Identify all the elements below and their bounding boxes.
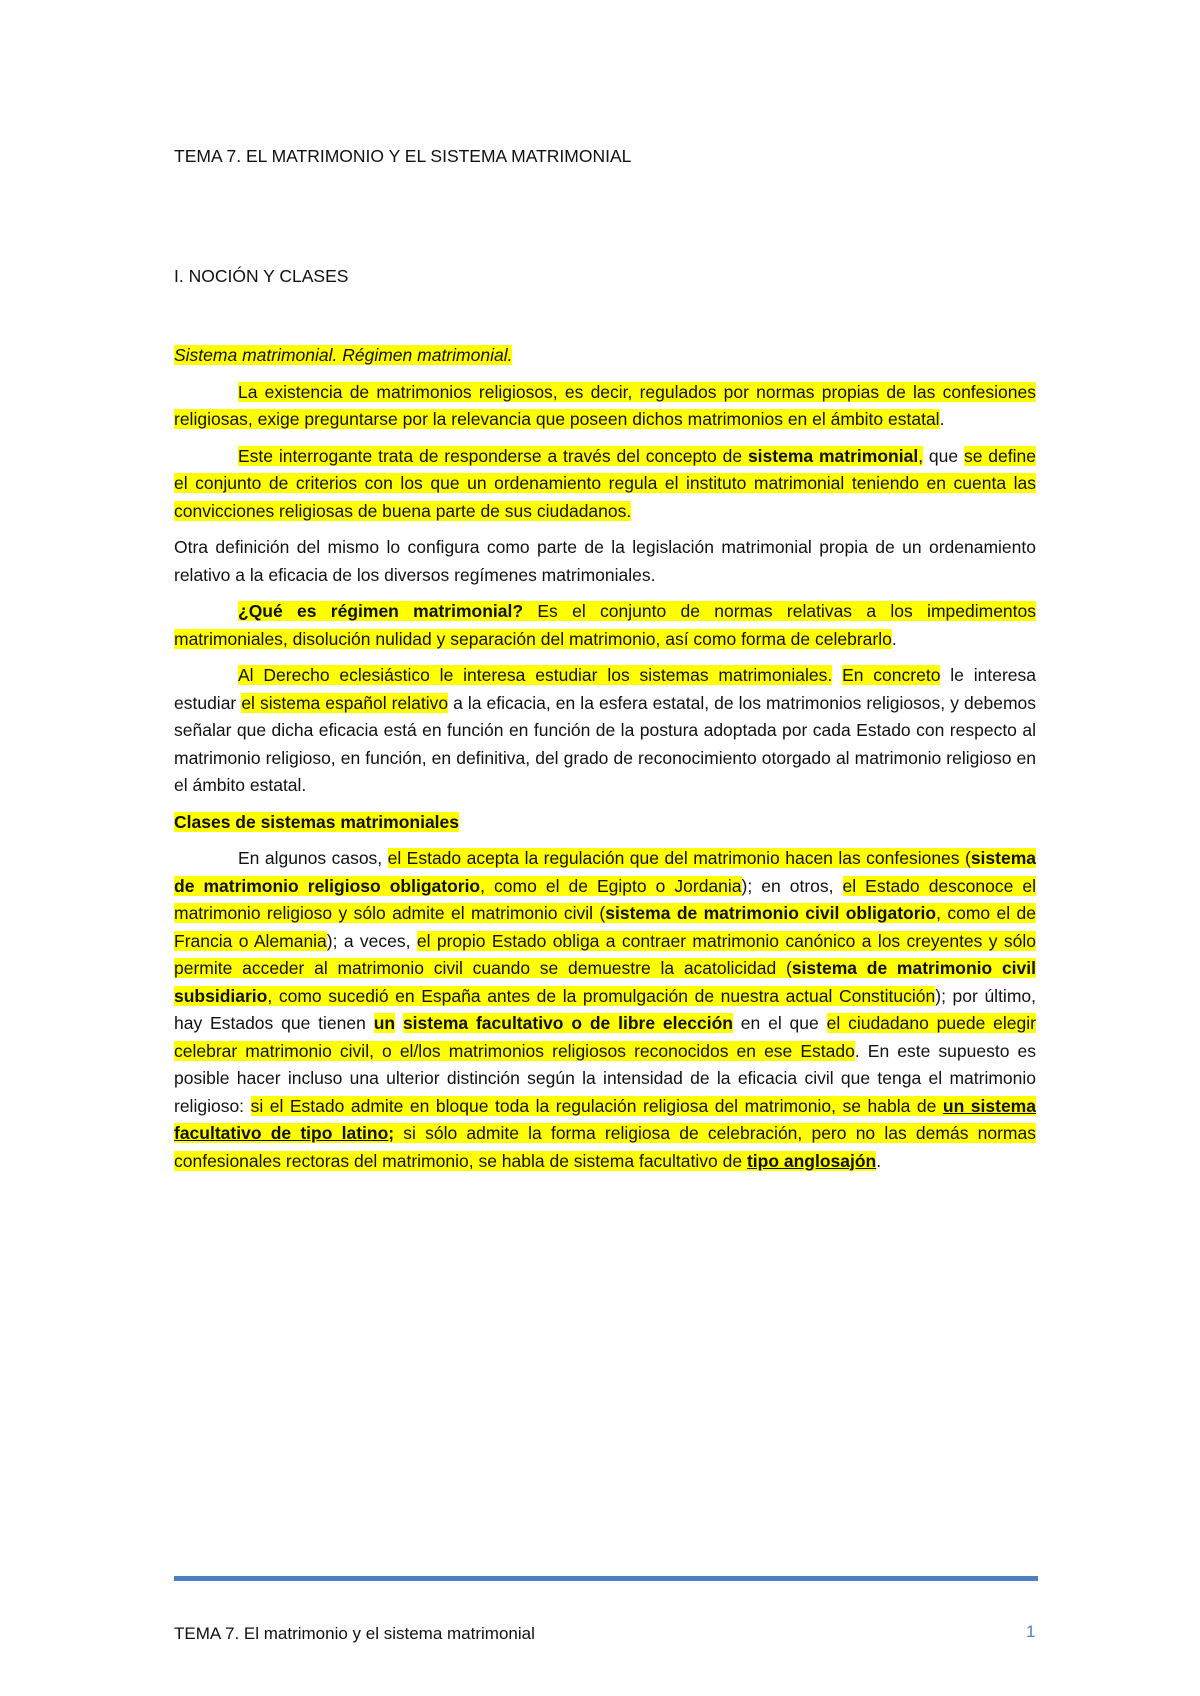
- p6-r: [395, 1013, 403, 1033]
- paragraph-4: [174, 598, 1036, 653]
- p6-s: sistema facultativo o de libre elección: [402, 1013, 733, 1033]
- p6-l: el propio Estado obliga a contraer matrimonio canónico a los creyentes y sólo permite acceder al matrimonio civil cuando se demuestre la acatolicidad: [174, 930, 1036, 978]
- p6-v: . En este supuesto es posible hacer incluso una ulterior distinción según la intensidad de la eficacia civil que tenga el matrimonio religioso:: [174, 1040, 1036, 1116]
- paragraph-2-que: que: [923, 445, 964, 466]
- p6-a: En algunos casos,: [238, 848, 388, 868]
- paragraph-5-f: a la eficacia, en la esfera estatal, de los matrimonios religiosos, y debemos señalar que dicha eficacia está en función en función de la postura adoptada por cada Estado con respecto al matrimonio religioso, en función, en definitiva, del grado de reconocimiento otorgado al matrimonio religioso en el ámbito estatal.: [174, 692, 1036, 795]
- paragraph-2: [174, 443, 1036, 526]
- paragraph-4-answer: Es el conjunto de normas relativas a los impedimentos matrimoniales, disolución nulidad y separación del matrimonio, así como forma de celebrarlo: [174, 601, 1037, 649]
- paragraph-2-lead: Este interrogante trata de responderse a través del concepto de: [238, 445, 748, 466]
- p6-w: si el Estado admite en bloque toda la regulación religiosa del matrimonio, se habla de: [250, 1095, 943, 1116]
- subheading-clases-text: Clases de sistemas matrimoniales: [174, 811, 460, 832]
- document-title: TEMA 7. EL MATRIMONIO Y EL SISTEMA MATRIMONIAL: [174, 146, 632, 166]
- p6-p: ); por último, hay Estados que tienen: [174, 985, 1036, 1033]
- paragraph-5-a: Al Derecho eclesiástico le interesa estudiar los sistemas matrimoniales.: [238, 665, 833, 685]
- p6-u: el ciudadano puede elegir celebrar matrimonio civil, o el/los matrimonios religiosos reconocidos en ese Estado: [174, 1013, 1036, 1061]
- p6-g: el Estado desconoce el matrimonio religioso y sólo admite el matrimonio civil: [174, 875, 1036, 923]
- paragraph-5: [174, 662, 1036, 800]
- p6-end: .: [876, 1150, 882, 1171]
- paragraph-4-end: .: [891, 628, 897, 649]
- paragraph-5-e: el sistema español relativo: [241, 692, 449, 713]
- p6-j: , como el de Francia o Alemania: [174, 903, 1036, 951]
- p6-o: , como sucedió en España antes de la promulgación de nuestra actual Constitución: [267, 985, 936, 1006]
- p6-f: ); en otros,: [741, 875, 843, 896]
- p6-t: en el que: [732, 1013, 827, 1033]
- p6-q: un: [373, 1013, 396, 1033]
- section-heading: I. NOCIÓN Y CLASES: [174, 266, 349, 286]
- paragraph-1-text: La existencia de matrimonios religiosos, es decir, regulados por normas propias de las confesiones religiosas, exige preguntarse por la relevancia que poseen dichos matrimonios en el ámbito estatal: [174, 381, 1036, 429]
- paragraph-1-end: .: [939, 409, 945, 429]
- paragraph-2-term: sistema matrimonial: [747, 445, 919, 466]
- p6-d: sistema de matrimonio religioso obligatorio: [174, 848, 1036, 896]
- p6-k: ); a veces,: [326, 930, 417, 951]
- p6-z: tipo anglosajón: [746, 1150, 877, 1171]
- p6-x: un sistema facultativo de tipo latino;: [174, 1095, 1036, 1143]
- paragraph-5-c: En concreto: [842, 665, 941, 685]
- p6-e: , como el de Egipto o Jordania: [480, 875, 742, 896]
- document-body: [174, 342, 1036, 1184]
- subheading-clases: [174, 809, 1036, 837]
- footer-text: TEMA 7. El matrimonio y el sistema matrimonial: [174, 1624, 535, 1643]
- subheading-sistema-matrimonial: [174, 342, 1036, 370]
- paragraph-2-comma: ,: [918, 445, 924, 466]
- paragraph-6: [174, 845, 1036, 1175]
- paragraph-3: Otra definición del mismo lo configura como parte de la legislación matrimonial propia de un ordenamiento relativo a la eficacia de los diversos regímenes matrimoniales.: [174, 537, 1036, 585]
- footer-divider: [174, 1576, 1038, 1581]
- p6-y: si sólo admite la forma religiosa de celebración, pero no las demás normas confesionales rectoras del matrimonio, se habla de sistema facultativo de: [174, 1123, 1036, 1171]
- paragraph-5-b: [832, 665, 842, 685]
- subheading-text: Sistema matrimonial. Régimen matrimonial.: [174, 345, 513, 365]
- paragraph-2-definition: se define el conjunto de criterios con los que un ordenamiento regula el instituto matrimonial teniendo en cuenta las convicciones religiosas de buena parte de sus ciudadanos.: [174, 445, 1036, 521]
- p6-h: (: [593, 903, 606, 923]
- p6-b: el Estado acepta la regulación que del matrimonio hacen las confesiones: [387, 848, 960, 868]
- paragraph-5-d: le interesa estudiar: [174, 665, 1036, 713]
- page-number: 1: [1026, 1622, 1036, 1641]
- paragraph-4-question: ¿Qué es régimen matrimonial?: [238, 601, 524, 621]
- p6-n: sistema de matrimonio civil subsidiario: [174, 958, 1036, 1006]
- p6-m: (: [776, 958, 792, 978]
- p6-c: (: [959, 848, 971, 868]
- p6-i: sistema de matrimonio civil obligatorio: [605, 903, 937, 923]
- paragraph-1: [174, 379, 1036, 434]
